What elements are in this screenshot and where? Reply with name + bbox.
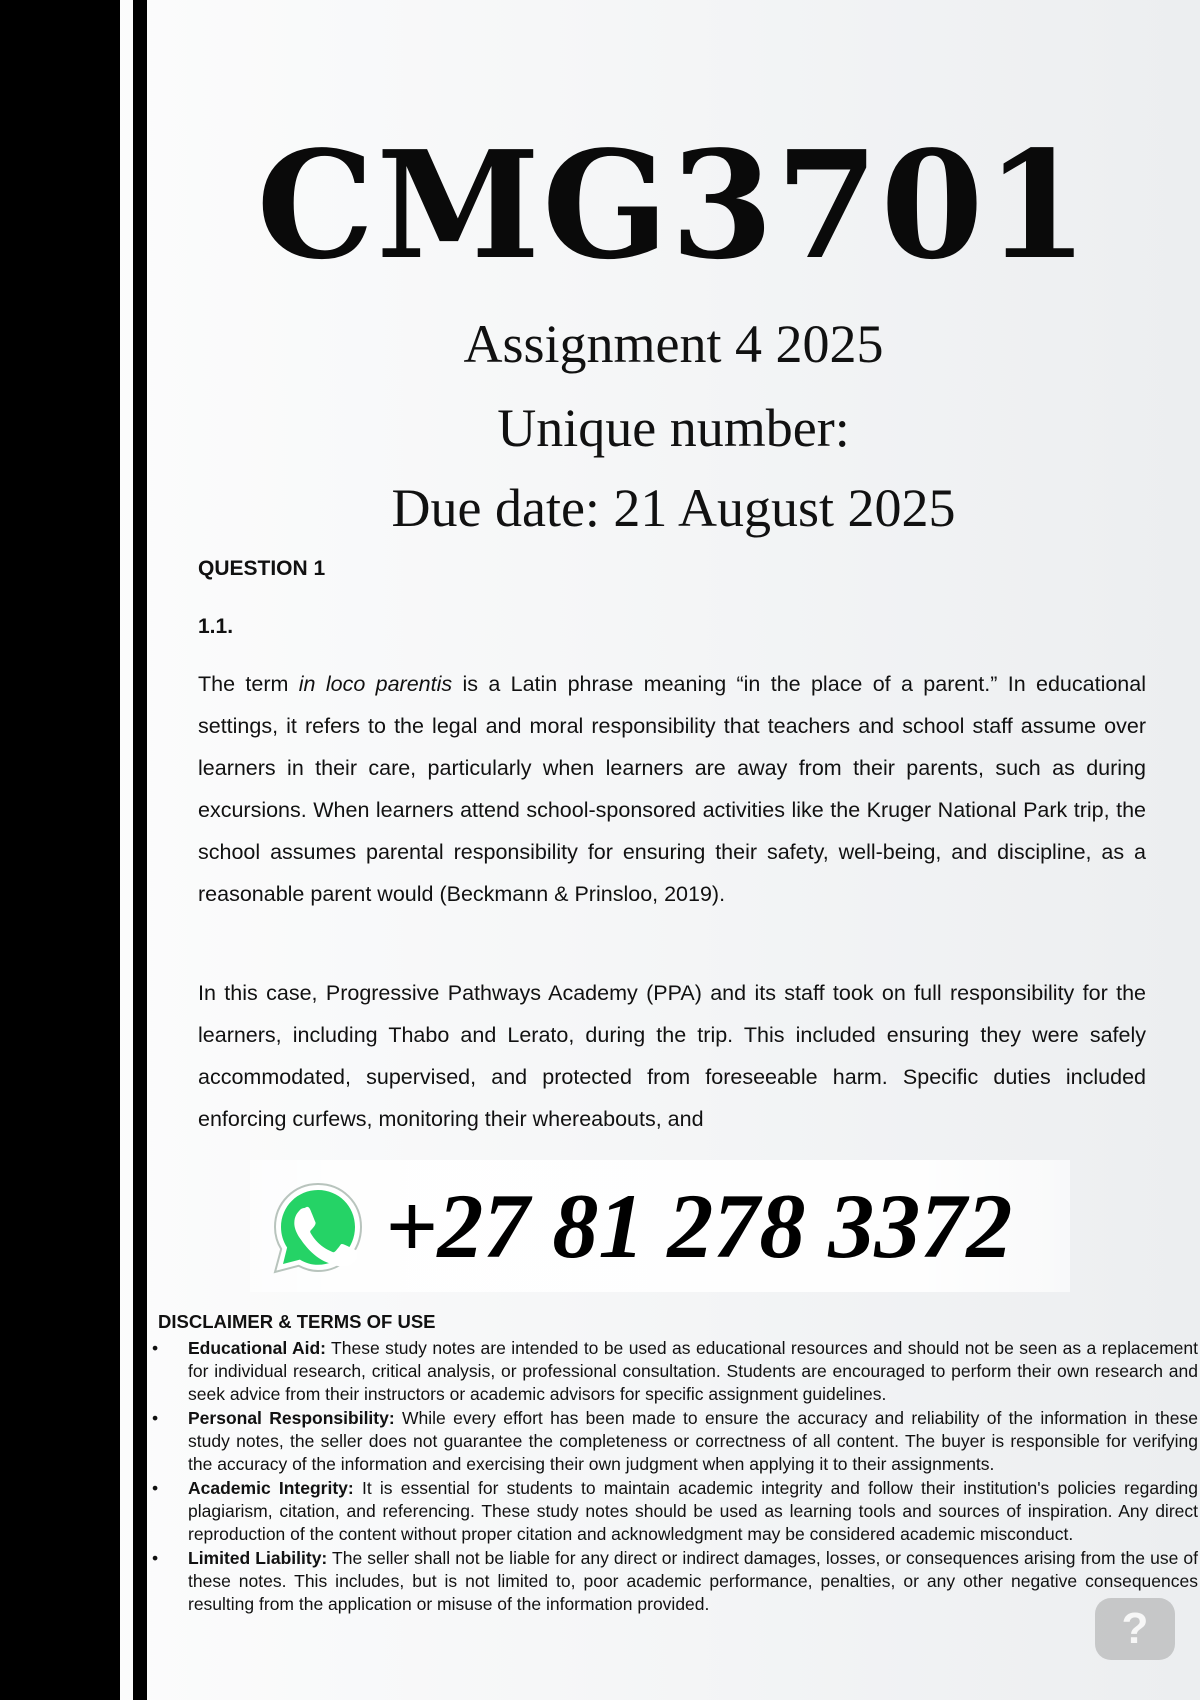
question-heading: QUESTION 1 xyxy=(198,557,326,580)
disclaimer-item-text: These study notes are intended to be used as educational resources and should not be seen as a replacement for individual research, critical analysis, or professional consultation. Students are encouraged to perform their own research and seek advice from their instructors or academic advisors for specific assignment guidelines. xyxy=(188,1338,1198,1404)
unique-number-label: Unique number: xyxy=(497,398,850,458)
document-page xyxy=(147,0,1200,1700)
due-date: Due date: 21 August 2025 xyxy=(391,478,956,538)
bullet-icon: • xyxy=(152,1478,159,1498)
course-code-title: CMG3701 xyxy=(256,118,1091,292)
help-icon: ? xyxy=(1121,1604,1149,1653)
paragraph-in-loco-parentis xyxy=(198,663,1146,915)
disclaimer-item-personal-responsibility xyxy=(152,1407,1198,1476)
latin-term: in loco parentis xyxy=(298,672,453,696)
disclaimer-item-label: Limited Liability: xyxy=(188,1548,328,1568)
left-thin-border xyxy=(133,0,147,1700)
help-badge[interactable] xyxy=(1095,1598,1175,1660)
bullet-icon: • xyxy=(152,1338,159,1358)
paragraph-text: is a Latin phrase meaning “in the place of a parent.” In educational settings, it refers to the legal and moral responsibility that teachers and school staff assume over learners in their care, particularly when learners are away from their parents, such as during excursions. When learners attend school-sponsored activities like the Kruger National Park trip, the school assumes parental responsibility for ensuring their safety, well-being, and discipline, as a reasonable parent would (Beckmann & Prinsloo, 2019). xyxy=(198,672,1146,906)
disclaimer-item-label: Personal Responsibility: xyxy=(188,1408,395,1428)
bullet-icon: • xyxy=(152,1548,159,1568)
left-black-border xyxy=(0,0,120,1700)
question-number: 1.1. xyxy=(198,615,234,638)
paragraph-text: The term xyxy=(198,672,299,696)
disclaimer-item-text: The seller shall not be liable for any direct or indirect damages, losses, or consequences arising from the use of these notes. This includes, but is not limited to, poor academic performance, penalties, or any other negative consequences resulting from the application or misuse of the information provided. xyxy=(188,1548,1198,1614)
bullet-icon: • xyxy=(152,1408,159,1428)
whatsapp-watermark-banner xyxy=(250,1160,1070,1292)
disclaimer-item-educational-aid xyxy=(152,1337,1198,1406)
disclaimer-title: DISCLAIMER & TERMS OF USE xyxy=(158,1311,436,1332)
whatsapp-phone-number: +27 81 278 3372 xyxy=(385,1175,1013,1277)
paragraph-ppa-case: In this case, Progressive Pathways Academy (PPA) and its staff took on full responsibility for the learners, including Thabo and Lerato, during the trip. This included ensuring they were safely accommodated, supervised, and protected from foreseeable harm. Specific duties included enforcing curfews, monitoring their whereabouts, and xyxy=(198,981,1146,1131)
disclaimer-item-label: Academic Integrity: xyxy=(188,1478,354,1498)
disclaimer-item-text: It is essential for students to maintain academic integrity and follow their institution's policies regarding plagiarism, citation, and referencing. These study notes should be used as learning tools and sources of inspiration. Any direct reproduction of the content without proper citation and acknowledgment may be considered academic misconduct. xyxy=(188,1478,1198,1544)
disclaimer-item-limited-liability xyxy=(152,1547,1198,1616)
disclaimer-item-label: Educational Aid: xyxy=(188,1338,326,1358)
assignment-title: Assignment 4 2025 xyxy=(463,314,884,374)
whatsapp-icon xyxy=(268,1178,368,1278)
disclaimer-list xyxy=(152,1337,1198,1616)
disclaimer-section xyxy=(152,1310,1198,1617)
disclaimer-item-text: While every effort has been made to ensure the accuracy and reliability of the information in these study notes, the seller does not guarantee the completeness or correctness of all content. The buyer is responsible for verifying the accuracy of the information and exercising their own judgment when applying it to their assignments. xyxy=(188,1408,1198,1474)
disclaimer-item-academic-integrity xyxy=(152,1477,1198,1546)
